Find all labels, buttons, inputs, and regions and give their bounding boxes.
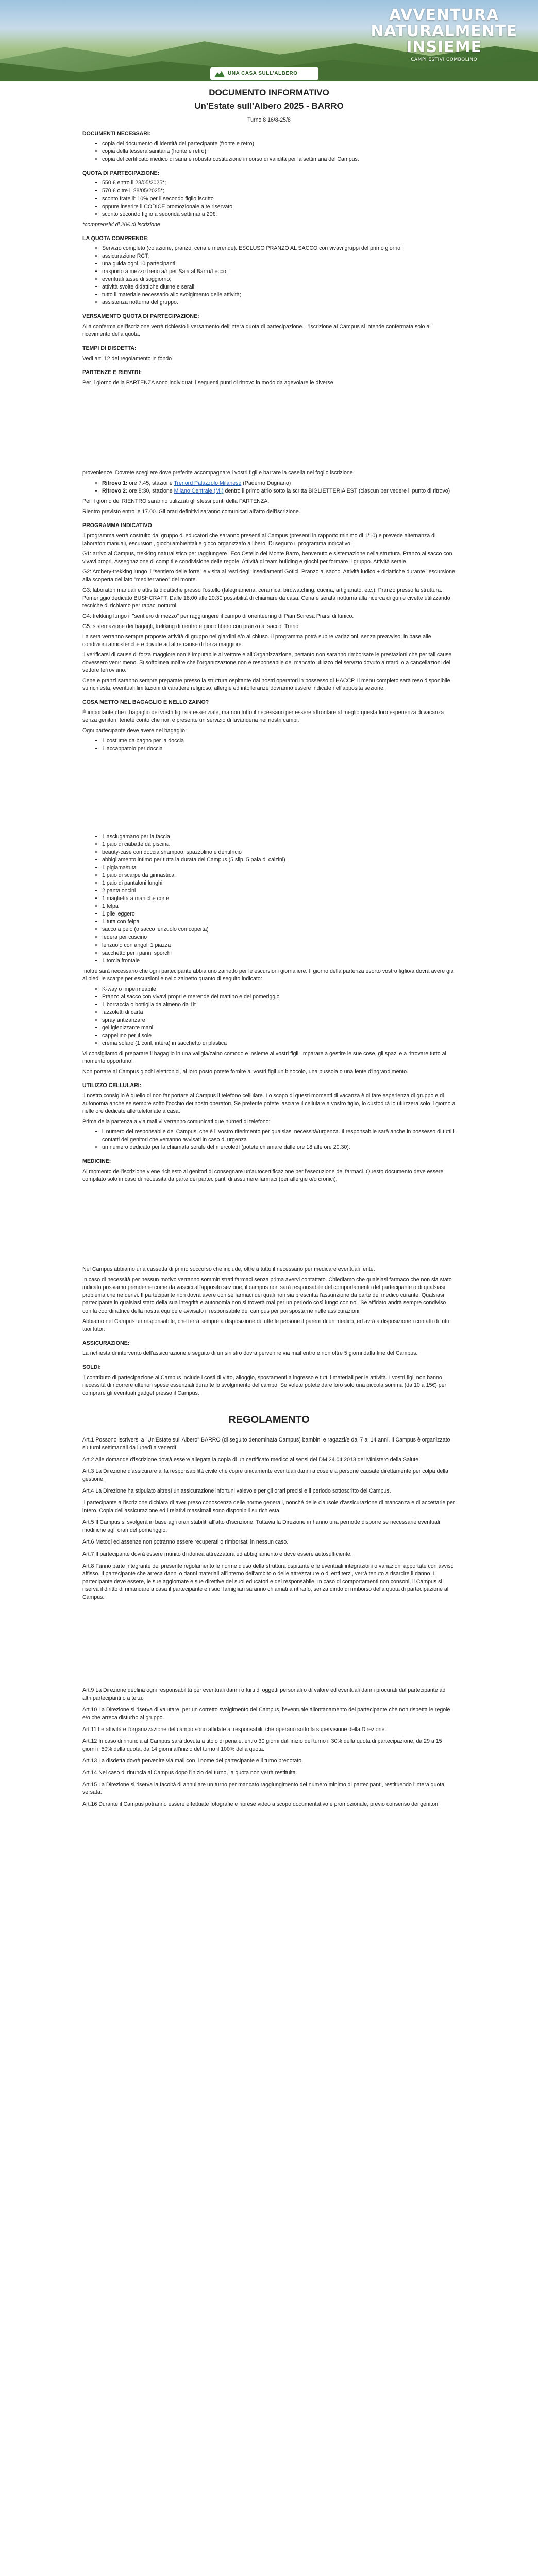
header-banner xyxy=(0,0,538,81)
quota-note: *comprensivi di 20€ di iscrizione xyxy=(82,221,160,228)
list-item: • 1 paio di pantaloni lunghi xyxy=(102,879,456,887)
ritrovo-2-text: ore 8:30, stazione xyxy=(129,488,173,495)
article: Art.4 La Direzione ha stipulato altresì un'assicurazione infortuni valevole per gli orari precisi e il periodo sottoscritto del Campus. xyxy=(82,1488,391,1495)
section-medicine-heading: MEDICINE: xyxy=(82,1158,111,1165)
list-item: • beauty-case con doccia shampoo, spazzolino e dentifricio xyxy=(102,849,456,856)
zainetto-list xyxy=(82,986,456,1047)
medicine-text: Al momento dell'iscrizione viene richiesto ai genitori di consegnare un'autocertificazione per l'esecuzione dei farmaci. Questo documento deve essere compilato solo in caso di necessità da parte dei partecipanti di assumere farmaci (per allergie o/o cronici). xyxy=(82,1168,444,1183)
list-item: • copia del certificato medico di sana e robusta costituzione in corso di validità per la settimana del Campus. xyxy=(102,156,456,163)
list-item: • sconto fratelli: 10% per il secondo figlio iscritto xyxy=(102,195,456,203)
list-item: • 1 asciugamano per la faccia xyxy=(102,833,456,841)
list-item: • lenzuolo con angoli 1 piazza xyxy=(102,942,456,950)
list-item: • federa per cuscino xyxy=(102,934,456,941)
section-cellulari-heading: UTILIZZO CELLULARI: xyxy=(82,1082,142,1089)
brand-name: UNA CASA SULL'ALBERO xyxy=(228,70,298,76)
list-item: • sacco a pelo (o sacco lenzuolo con coperta) xyxy=(102,926,456,934)
list-item: • spray antizanzare xyxy=(102,1016,456,1024)
section-quota-heading: QUOTA DI PARTECIPAZIONE: xyxy=(82,170,160,177)
list-item: • assicurazione RCT; xyxy=(102,252,456,260)
banner-title-line-1: AVVENTURA xyxy=(389,6,499,24)
assicurazione-text: La richiesta di intervento dell'assicurazione e seguito di un sinistro dovrà pervenire via mail entro e non oltre 5 giorni dalla fine del Campus. xyxy=(82,1350,418,1357)
ritrovo-1-link[interactable]: Trenord Palazzolo Milanese xyxy=(174,480,242,487)
rientro-text: Per il giorno del RIENTRO saranno utilizzati gli stessi punti della PARTENZA. xyxy=(82,498,270,505)
ritrovo-2-tail: dentro il primo atrio sotto la scritta BIGLIETTERIA EST (ciascun per vedere il punto di ritrovo) xyxy=(225,488,450,495)
section-soldi-heading: SOLDI: xyxy=(82,1364,101,1370)
brand-badge xyxy=(210,67,318,80)
ritrovo-list xyxy=(82,480,456,495)
list-item: • il numero del responsabile del Campus, che è il vostro riferimento per qualsiasi necessità/urgenza. Il responsabile sarà anche in possesso di tutti i contatti dei genitori che verranno avvisati in caso di urgenza xyxy=(102,1128,456,1144)
cellulari-p1: Il nostro consiglio è quello di non far portare al Campus il telefono cellulare. Lo scopo di questi momenti di vacanza è di fare esperienza di gruppo e di autonomia anche se sempre sotto l'occhio dei nostri operatori. Se preferite potete lasciare il cellulare a vostro figlio, lo custodirà lo utilizzerà solo il giorno a nelle ore dedicate alle telefonate a casa. xyxy=(82,1093,456,1115)
list-item: • 1 paio di scarpe da ginnastica xyxy=(102,872,456,879)
list-item: • copia del documento di identità del partecipante (fronte e retro); xyxy=(102,140,456,148)
article: Art.2 Alle domande d'iscrizione dovrà essere allegata la copia di un certificato medico ai sensi del DM 24.04.2013 del Ministero della Salute. xyxy=(82,1456,421,1463)
rientro-time: Rientro previsto entro le 17.00. Gli orari definitivi saranno comunicati all'atto dell'iscrizione. xyxy=(82,509,300,515)
section-partenze-heading: PARTENZE E RIENTRI: xyxy=(82,369,142,376)
list-item: • 1 maglietta a maniche corte xyxy=(102,895,456,903)
page-break xyxy=(82,1186,456,1263)
list-item: • Pranzo al sacco con vivavi propri e merende del mattino e del pomeriggio xyxy=(102,993,456,1001)
list-item: • gel igienizzante mani xyxy=(102,1024,456,1032)
bagaglio-list-2 xyxy=(82,833,456,965)
document-title: DOCUMENTO INFORMATIVO xyxy=(209,88,329,97)
ritrovo-1-text: ore 7:45, stazione xyxy=(129,480,173,487)
section-disdetta-heading: TEMPI DI DISDETTA: xyxy=(82,345,137,351)
cellulari-p2: Prima della partenza a via mail vi verranno comunicati due numeri di telefono: xyxy=(82,1118,271,1125)
section-versamento-heading: VERSAMENTO QUOTA DI PARTECIPAZIONE: xyxy=(82,313,199,319)
turn-dates: Turno 8 16/8-25/8 xyxy=(247,117,291,124)
list-item: • 1 torcia frontale xyxy=(102,957,456,965)
bagaglio-list-1 xyxy=(82,737,456,753)
list-item: • trasporto a mezzo treno a/r per Sala al Barro/Lecco; xyxy=(102,268,456,276)
list-item: • fazzoletti di carta xyxy=(102,1009,456,1016)
programma-p3: Cene e pranzi saranno sempre preparate presso la struttura ospitante dai nostri operatori in possesso di HACCP. Il menu completo sarà reso disponibile su richiesta, eventuali limitazioni di carattere religioso, allergie ed intolleranze dovranno essere indicate nell'apposita sezione. xyxy=(82,677,450,691)
ritrovo-2-link[interactable]: Milano Centrale (MI) xyxy=(174,488,224,495)
programma-day-4: G4: trekking lungo il "sentiero di mezzo" per raggiungere il campo di orienteering di Pian Sciresa Prarsi di lunico. xyxy=(82,613,354,619)
soccorso-p2: In caso di necessità per nessun motivo verranno somministrati farmaci senza prima avervi contattato. Chiediamo che qualsiasi farmaco che non sia stato indicato possiamo prenderne come da vascici all'apposito sezione, il campus non sarà responsabile del comportamento del partecipante o di qualsiasi problema che ne derivi. Il partecipante non dovrà avere con sé farmaci dei quali non sia prescritta l'assunzione da parte del medico curante. Qualsiasi partecipante in qualsiasi stato della sua integrità e autonomia non si troverà mai per un periodo così lungo con noi. Se affidato andrà sempre condiviso con la coordinatrice della nostra equipe e avvisato il responsabile del campus per poi spostarne nelle assicurazioni. xyxy=(82,1277,452,1314)
list-item: • 1 costume da bagno per la doccia xyxy=(102,737,456,745)
list-item: • sacchetto per i panni sporchi xyxy=(102,950,456,957)
list-item: • 1 tuta con felpa xyxy=(102,918,456,926)
bagaglio-p1: È importante che il bagaglio dei vostri figli sia essenziale, ma non tutto il necessario per essere affrontare al meglio questa loro esperienza di vacanza senza genitori; tenete conto che non è presente un servizio di lavanderia nei nostri campi. xyxy=(82,709,444,723)
ritrovo-1 xyxy=(102,480,456,487)
list-item: • tutto il materiale necessario allo svolgimento delle attività; xyxy=(102,291,456,299)
versamento-text: Alla conferma dell'iscrizione verrà richiesto il versamento dell'intera quota di partecipazione. L'iscrizione al Campus si intende confermata solo al ricevimento della quota. xyxy=(82,323,431,337)
article: Art.13 La disdetta dovrà pervenire via mail con il nome del partecipante e il turno prenotato. xyxy=(82,1757,304,1764)
soccorso-p1: Nel Campus abbiamo una cassetta di primo soccorso che include, oltre a tutto il necessario per medicare eventuali ferite. xyxy=(82,1266,375,1273)
list-item: • abbigliamento intimo per tutta la durata del Campus (5 slip, 5 paia di calzini) xyxy=(102,856,456,864)
section-bagaglio-heading: COSA METTO NEL BAGAGLIO E NELLO ZAINO? xyxy=(82,699,209,705)
article: Art.11 Le attività e l'organizzazione del campo sono affidate ai responsabili, che operano sotto la supervisione della Direzione. xyxy=(82,1726,386,1733)
document-subtitle: Un'Estate sull'Albero 2025 - BARRO xyxy=(194,101,344,111)
tree-logo-icon xyxy=(214,70,225,77)
list-item: • K-way o impermeabile xyxy=(102,986,456,993)
banner-tagline: CAMPI ESTIVI COMBOLINO xyxy=(411,57,478,62)
list-item: • 570 € oltre il 28/05/2025*; xyxy=(102,187,456,195)
list-item: • 1 borraccia o bottiglia da almeno da 1lt xyxy=(102,1001,456,1009)
banner-title-line-2: NATURALMENTE xyxy=(371,22,517,40)
provenienze-text: provenienze. Dovrete scegliere dove preferite accompagnare i vostri figli e barrare la casella nel foglio iscrizione. xyxy=(82,470,355,477)
quota-list xyxy=(82,179,456,218)
list-item: • un numero dedicato per la chiamata serale del mercoledì (potete chiamare dalle ore 18 alle ore 20.30). xyxy=(102,1144,456,1151)
article: Art.7 Il partecipante dovrà essere munito di idonea attrezzatura ed abbigliamento e deve essere autosufficiente. xyxy=(82,1551,352,1557)
programma-day-5: G5: sistemazione dei bagagli, trekking di rientro e gioco libero con pranzo al sacco. Treno. xyxy=(82,623,300,630)
partenze-text: Per il giorno della PARTENZA sono individuati i seguenti punti di ritrovo in modo da agevolare le diverse xyxy=(82,380,333,386)
article: Art.3 La Direzione d'assicurare ai la responsabilità civile che copre unicamente eventuali danni a cose e a persone causate direttamente per colpa della gestione. xyxy=(82,1468,448,1483)
banner-title xyxy=(371,7,517,63)
article: Art.5 Il Campus si svolgerà in base agli orari stabiliti all'atto d'iscrizione. Tuttavia la Direzione in hanno una pernotte disporre se necessarie eventuali modifiche agli orari del pomeriggio. xyxy=(82,1519,440,1534)
comprende-list xyxy=(82,245,456,307)
documenti-list xyxy=(82,140,456,163)
bagaglio-p4: Vi consigliamo di preparare il bagaglio in una valigia/zaino comodo e insieme ai vostri figli. Imparare a gestire le sue cose, gli spazi e a ritrovare tutto al momento opportuno! xyxy=(82,1050,446,1064)
article: Art.12 In caso di rinuncia al Campus sarà dovuta a titolo di penale: entro 30 giorni dall'inizio del turno il 30% della quota di partecipazione; da 29 a 15 giorni il 50% della quota; da 14 giorni all'inizio del turno il 100% della quota. xyxy=(82,1738,442,1752)
page-break xyxy=(82,755,456,832)
list-item: • oppure inserire il CODICE promozionale a te riservato, xyxy=(102,203,456,211)
article: Art.15 La Direzione si riserva la facoltà di annullare un turno per mancato raggiungimento del numero minimo di partecipanti, restituendo l'intera quota versata. xyxy=(82,1781,445,1796)
soccorso-p3: Abbiamo nel Campus un responsabile, che terrà sempre a disposizione di tutte le persone il parere di un medico, ed avrà a disposizione i contatti di tutti i tuoi tutor. xyxy=(82,1318,452,1332)
programma-day-2: G2: Archery-trekking lungo il "sentiero delle forre" e visita ai resti degli insediamenti Gotici. Pranzo al sacco. Attività ludico + didattiche durante l'escursione alla scoperta del lato "mediterraneo" del monte. xyxy=(82,569,455,583)
cellulari-list xyxy=(82,1128,456,1151)
ritrovo-2 xyxy=(102,487,456,495)
article: Art.9 La Direzione declina ogni responsabilità per eventuali danni o furti di oggetti personali o di valore ed eventuali danni procurati dal partecipante ad altri partecipanti o a terzi. xyxy=(82,1687,446,1701)
programma-intro: Il programma verrà costruito dal gruppo di educatori che saranno presenti al Campus (presenti in rapporto minimo di 1/10) e prevede alternanza di laboratori manuali, escursioni, giochi ambientali e gioco organizzato a libero. Di seguito il programma indicativo: xyxy=(82,533,436,547)
section-programma-heading: PROGRAMMA INDICATIVO xyxy=(82,522,152,529)
list-item: • 550 € entro il 28/05/2025*; xyxy=(102,179,456,187)
article: Art.1 Possono iscriversi a "Un'Estate sull'Albero" BARRO (di seguito denominata Campus) bambini e ragazzi/e dai 7 ai 14 anni. Il Campus è organizzato su turni settimanali da lunedì a venerdì. xyxy=(82,1437,450,1451)
list-item: • 2 pantaloncini xyxy=(102,887,456,895)
ritrovo-1-tail: (Paderno Dugnano) xyxy=(243,480,291,487)
article: Art.10 La Direzione si riserva di valutare, per un corretto svolgimento del Campus, l'eventuale allontanamento del partecipante che non rispetta le regole e/o che arreca disturbo al gruppo. xyxy=(82,1706,450,1721)
programma-p2: Il verificarsi di cause di forza maggiore non è imputabile al vettore e all'Organizzazione, pertanto non saranno rimborsate le prestazioni che per tali cause dovessero venir meno. Si sottolinea inoltre che l'organizzazione non è responsabile del mancato utilizzo del servizio dovuto a ritardi o a cancellazioni del vettore ferroviario. xyxy=(82,651,452,673)
programma-p1: La sera verranno sempre proposte attività di gruppo nei giardini e/o al chiuso. Il programma potrà subire variazioni, senza preavviso, in base alle condizioni atmosferiche e dovute ad altre cause di forza maggiore. xyxy=(82,633,431,648)
list-item: • assistenza notturna del gruppo. xyxy=(102,299,456,307)
list-item: • 1 felpa xyxy=(102,903,456,910)
banner-title-line-3: INSIEME xyxy=(406,38,482,56)
list-item: • 1 paio di ciabatte da piscina xyxy=(102,841,456,849)
section-documenti-heading: DOCUMENTI NECESSARI: xyxy=(82,131,151,138)
list-item: • cappellino per il sole xyxy=(102,1032,456,1040)
page-break xyxy=(82,1605,456,1683)
soldi-text: Il contributo di partecipazione al Campus include i costi di vitto, alloggio, spostamenti a ingresso e tutti i materiali per le attività. I vostri figli non hanno necessità di ricorrere ulteriori spese essenziali durante lo svolgimento del campo. Se volete potete dare loro solo una piccola somma (da 10 a 15€) per comprare gli eventuali gadget presso il Campus. xyxy=(82,1374,447,1396)
article: Art.14 Nel caso di rinuncia al Campus dopo l'inizio del turno, la quota non verrà restituita. xyxy=(82,1769,297,1776)
article: Art.6 Metodi ed assenze non potranno essere recuperati o rimborsati in nessun caso. xyxy=(82,1539,289,1546)
ritrovo-1-label: Ritrovo 1: xyxy=(102,480,128,487)
list-item: • eventuali tasse di soggiorno; xyxy=(102,276,456,283)
article: Art.8 Fanno parte integrante del presente regolamento le norme d'uso della struttura ospitante e le eventuali integrazioni o variazioni apportate con avviso affisso. Il partecipante che arreca danni o danni materiali all'interno dell'ambito o delle attrezzature o di enti terzi, verrà tenuto a risarcire il danno. Il partecipante deve essere, le sue aggiornate e sue direttive dei suoi educatori e del responsabile. In caso di comportamenti non consoni, il Campus si riserva il diritto di rimandare a casa il partecipante e i suoi famigliari saranno chiamati a ritirarlo, senza diritto di rimborso della quota di partecipazione al Campus. xyxy=(82,1563,454,1600)
article: Art.16 Durante il Campus potranno essere effettuate fotografie e riprese video a scopo documentativo e promozionale, previo consenso dei genitori. xyxy=(82,1801,440,1808)
list-item: • una guida ogni 10 partecipanti; xyxy=(102,260,456,268)
bagaglio-p2: Ogni partecipante deve avere nel bagaglio: xyxy=(82,727,187,734)
article: Il partecipante all'iscrizione dichiara di aver preso conoscenza delle norme generali, nonché delle clausole d'assicurazione di mancanza e di accettarle per intero. Copia dell'assicurazione ed i relativi massimali sono disponibili su richiesta. xyxy=(82,1500,455,1514)
bagaglio-p5: Non portare al Campus giochi elettronici, al loro posto potete fornire ai vostri figli un binocolo, una bussola o una lente d'ingrandimento. xyxy=(82,1068,409,1075)
programma-day-3: G3: laboratori manuali e attività didattiche presso l'ostello (falegnameria, ceramica, birdwatching, cucina, artigianato, etc.). Pranzo presso la struttura. Pomeriggio dedicato BUSHCRAFT. Dalle 18:00 alle 20:30 possibilità di chiamare da casa. Cena e serata notturna alla ricerca di gufi e civette utilizzando tecniche di richiamo per rapaci notturni. xyxy=(82,587,450,609)
list-item: • Servizio completo (colazione, pranzo, cena e merende). ESCLUSO PRANZO AL SACCO con vivavi gruppi del primo giorno; xyxy=(102,245,456,252)
disdetta-text: Vedi art. 12 del regolamento in fondo xyxy=(82,355,172,362)
document-body xyxy=(0,87,538,1808)
list-item: • 1 accappatoio per doccia xyxy=(102,745,456,753)
section-comprende-heading: LA QUOTA COMPRENDE: xyxy=(82,235,149,242)
regolamento-title: REGOLAMENTO xyxy=(228,1414,310,1426)
section-assicurazione-heading: ASSICURAZIONE: xyxy=(82,1340,130,1346)
list-item: • copia della tessera sanitaria (fronte e retro); xyxy=(102,148,456,156)
list-item: • 1 pigiama/tuta xyxy=(102,864,456,872)
list-item: • attività svolte didattiche diurne e serali; xyxy=(102,283,456,291)
ritrovo-2-label: Ritrovo 2: xyxy=(102,488,128,495)
list-item: • crema solare (1 conf. intera) in sacchetto di plastica xyxy=(102,1040,456,1047)
list-item: • 1 pile leggero xyxy=(102,910,456,918)
programma-day-1: G1: arrivo al Campus, trekking naturalistico per raggiungere l'Eco Ostello del Monte Barro, benvenuto e sistemazione nella struttura. Pranzo al sacco con vivavi propri. Assegnazione di compiti e condivisione delle regole. Attività di team building e giochi per formare il gruppo. Attività serale. xyxy=(82,551,452,565)
bagaglio-p3: Inoltre sarà necessario che ogni partecipante abbia uno zainetto per le escursioni giornaliere. Il giorno della partenza esorto vostro figlio/a dovrà avere già ai piedi le scarpe per escursioni e nello zainetto quanto di seguito indicato: xyxy=(82,968,454,982)
list-item: • sconto secondo figlio a seconda settimana 20€. xyxy=(102,211,456,218)
page-break xyxy=(82,389,456,467)
